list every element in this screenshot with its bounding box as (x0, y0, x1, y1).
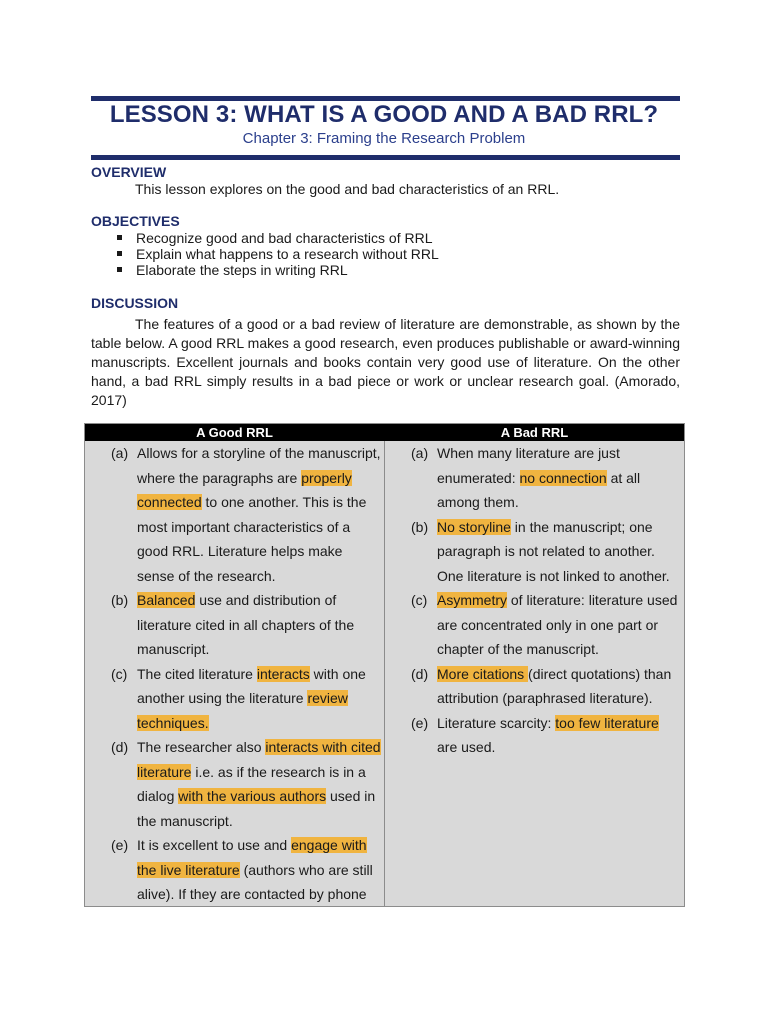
item-letter: (b) (411, 518, 429, 535)
highlighted-text: engage with the live literature (137, 837, 367, 878)
item-letter: (c) (111, 665, 128, 682)
item-letter: (e) (111, 837, 129, 853)
highlighted-text: interacts with cited literature (137, 739, 381, 780)
highlighted-text: no connection (519, 469, 607, 486)
item-letter: (a) (111, 445, 129, 461)
good-rrl-item (111, 588, 381, 662)
discussion-body: The features of a good or a bad review of literature are demonstrable, as shown by the table below. A good RRL makes a good research, even produces publishable or award-winning manuscripts. Excellent journals and books contain very good use of literature. On the other hand, a bad RRL simply results in a bad piece or work or unclear research goal. (Amorado, 2017) (91, 316, 680, 408)
good-rrl-item (111, 441, 381, 588)
item-text: with one another using the literature (137, 665, 366, 706)
objectives-heading: OBJECTIVES (91, 213, 180, 229)
item-letter: (b) (111, 592, 129, 608)
discussion-text (91, 315, 680, 410)
objective-text: Elaborate the steps in writing RRL (136, 262, 348, 278)
item-text: to one another. This is the most important characteristics of a good RRL. Literature helps make sense of the research. (137, 494, 367, 584)
objective-item (117, 262, 439, 278)
bad-rrl-item (411, 588, 679, 662)
item-text: of literature: literature used are concentrated only in one part or chapter of the manuscript. (437, 592, 678, 657)
bad-rrl-item (411, 662, 679, 711)
good-rrl-item (111, 662, 381, 736)
highlighted-text: Balanced (137, 592, 196, 608)
item-text: Literature scarcity: (437, 714, 556, 731)
item-letter: (d) (111, 739, 129, 755)
highlighted-text: interacts (256, 665, 310, 682)
good-rrl-column (111, 441, 381, 907)
item-text: used in the manuscript. (137, 788, 376, 829)
item-text: The cited literature (137, 665, 257, 682)
bullet-icon (117, 251, 122, 256)
rrl-comparison-table (84, 423, 685, 907)
item-text: at all among them. (437, 469, 641, 510)
highlighted-text: review techniques. (137, 690, 348, 731)
item-text: in the manuscript; one paragraph is not related to another. One literature is not linked to another. (437, 518, 670, 584)
item-letter: (e) (411, 714, 429, 731)
objective-item (117, 230, 439, 246)
title-rule-bottom (91, 155, 680, 160)
highlighted-text: too few literature (555, 714, 659, 731)
item-text: are used. (437, 739, 496, 755)
item-text: (authors who are still alive). If they are contacted by phone (137, 861, 373, 902)
bad-rrl-item (411, 515, 679, 589)
bad-rrl-column (411, 441, 679, 760)
bad-rrl-item (411, 711, 679, 760)
item-text: It is excellent to use and (137, 837, 292, 853)
item-text: Allows for a storyline of the manuscript, where the paragraphs are (137, 445, 381, 486)
item-letter: (d) (411, 665, 429, 682)
objective-text: Recognize good and bad characteristics of RRL (136, 230, 433, 246)
page-title: LESSON 3: WHAT IS A GOOD AND A BAD RRL? (109, 101, 659, 128)
item-text: The researcher also (137, 739, 266, 755)
objective-item (117, 246, 439, 262)
highlighted-text: More citations (437, 665, 529, 682)
bullet-icon (117, 235, 122, 240)
item-text: When many literature are just enumerated: (437, 445, 620, 486)
highlighted-text: properly connected (137, 469, 352, 510)
objectives-list (117, 230, 439, 278)
item-letter: (c) (411, 592, 428, 608)
highlighted-text: with the various authors (178, 788, 327, 804)
bad-rrl-item (411, 441, 679, 515)
item-text: i.e. as if the research is in a dialog (137, 763, 366, 804)
table-header (85, 424, 684, 441)
overview-heading: OVERVIEW (91, 164, 167, 180)
item-text: use and distribution of literature cited in all chapters of the manuscript. (137, 592, 355, 657)
highlighted-text: No storyline (437, 518, 511, 535)
item-letter: (a) (411, 445, 429, 461)
good-rrl-header: A Good RRL (196, 425, 273, 440)
bullet-icon (117, 267, 122, 272)
item-text: (direct quotations) than attribution (paraphrased literature). (437, 665, 672, 706)
discussion-heading: DISCUSSION (91, 295, 179, 311)
chapter-subtitle: Chapter 3: Framing the Research Problem (242, 130, 526, 147)
overview-text: This lesson explores on the good and bad characteristics of an RRL. (135, 181, 560, 197)
bad-rrl-header: A Bad RRL (500, 425, 569, 440)
objective-text: Explain what happens to a research without RRL (136, 246, 439, 262)
good-rrl-item (111, 833, 381, 907)
column-divider (384, 441, 385, 906)
highlighted-text: Asymmetry (437, 592, 507, 608)
good-rrl-item (111, 735, 381, 833)
